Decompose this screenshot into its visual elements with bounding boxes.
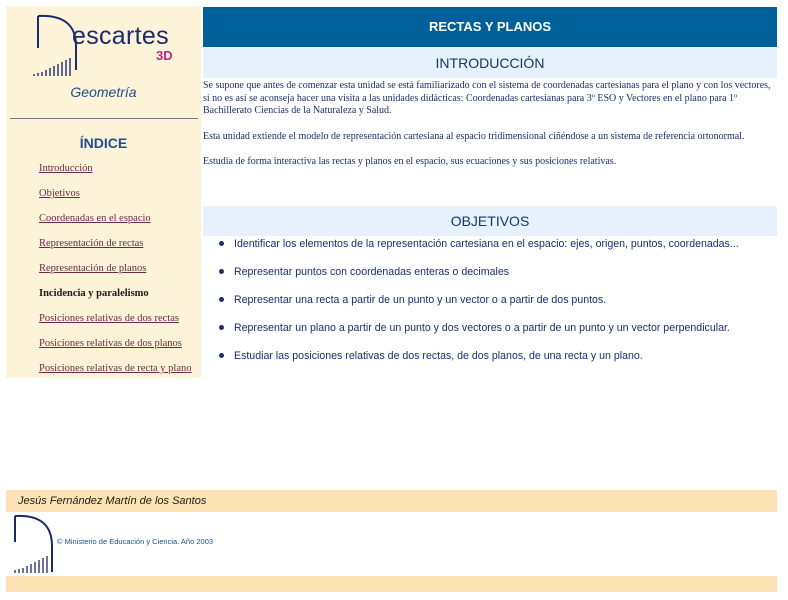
sidebar-link-pos-rectas[interactable]: Posiciones relativas de dos rectas (39, 313, 179, 324)
bottom-bar (6, 576, 777, 592)
copyright-text: © Ministerio de Educación y Ciencia. Año 2003 (57, 537, 214, 546)
brand-3d-tag: 3D (156, 48, 173, 63)
sidebar-item-coordenadas (39, 212, 192, 237)
sidebar-divider (10, 118, 198, 119)
sidebar-link-pos-planos[interactable]: Posiciones relativas de dos planos (39, 338, 182, 349)
sidebar-link-rectas[interactable]: Representación de rectas (39, 238, 144, 249)
sidebar-item-objetivos (39, 187, 192, 212)
sidebar-item-planos (39, 262, 192, 287)
objective-item: Estudiar las posiciones relativas de dos rectas, de dos planos, de una recta y un plano. (219, 349, 739, 377)
intro-paragraph: Esta unidad extiende el modelo de representación cartesiana al espacio tridimensional ciñéndose a un sistema de referencia ortonormal. (203, 130, 745, 142)
brand-name: escartes (72, 22, 169, 50)
sidebar-current-incidencia: Incidencia y paralelismo (39, 288, 149, 299)
intro-paragraph: Se supone que antes de comenzar esta unidad se está familiarizado con el sistema de coordenadas cartesianas para el plano y con los vectores, si no es así se aconseja hacer una visita a las unidades didácticas: Coordenadas cartesianas para 3º ESO y Vectores en el plano para 1º Bachillerato Ciencias de la Naturaleza y Salud. (203, 80, 771, 116)
objectives-heading: OBJETIVOS (203, 206, 777, 236)
sidebar-link-pos-recta-plano[interactable]: Posiciones relativas de recta y plano (39, 363, 192, 374)
objective-item: Identificar los elementos de la representación cartesiana en el espacio: ejes, origen, puntos, coordenadas... (219, 237, 739, 265)
sidebar-item-pos-rectas (39, 312, 192, 337)
sidebar-item-incidencia (39, 287, 192, 312)
sidebar-link-coordenadas[interactable]: Coordenadas en el espacio (39, 213, 151, 224)
index-heading: ÍNDICE (79, 135, 128, 151)
intro-heading: INTRODUCCIÓN (203, 48, 777, 78)
author-name: Jesús Fernández Martín de los Santos (18, 495, 207, 507)
footer-logo[interactable] (12, 514, 58, 576)
sidebar-link-planos[interactable]: Representación de planos (39, 263, 147, 274)
descartes-logo[interactable] (28, 10, 188, 80)
author-bar (6, 490, 777, 512)
index-menu (39, 162, 192, 387)
sidebar-item-introduccion (39, 162, 192, 187)
sidebar-item-pos-recta-plano (39, 362, 192, 387)
subject-title: Geometría (70, 84, 137, 100)
sidebar-link-introduccion[interactable]: Introducción (39, 163, 93, 174)
sidebar (6, 6, 201, 378)
intro-text (203, 80, 779, 182)
intro-paragraph: Estudia de forma interactiva las rectas y planos en el espacio, sus ecuaciones y sus posiciones relativas. (203, 156, 617, 167)
objectives-list (219, 237, 739, 377)
sidebar-item-rectas (39, 237, 192, 262)
objective-item: Representar una recta a partir de un punto y un vector o a partir de dos puntos. (219, 293, 739, 321)
page-title: RECTAS Y PLANOS (203, 7, 777, 47)
objective-item: Representar un plano a partir de un punto y dos vectores o a partir de un punto y un vector perpendicular. (219, 321, 739, 349)
descartes-d-icon (12, 514, 58, 576)
sidebar-link-objetivos[interactable]: Objetivos (39, 188, 80, 199)
objective-item: Representar puntos con coordenadas enteras o decimales (219, 265, 739, 293)
sidebar-item-pos-planos (39, 337, 192, 362)
